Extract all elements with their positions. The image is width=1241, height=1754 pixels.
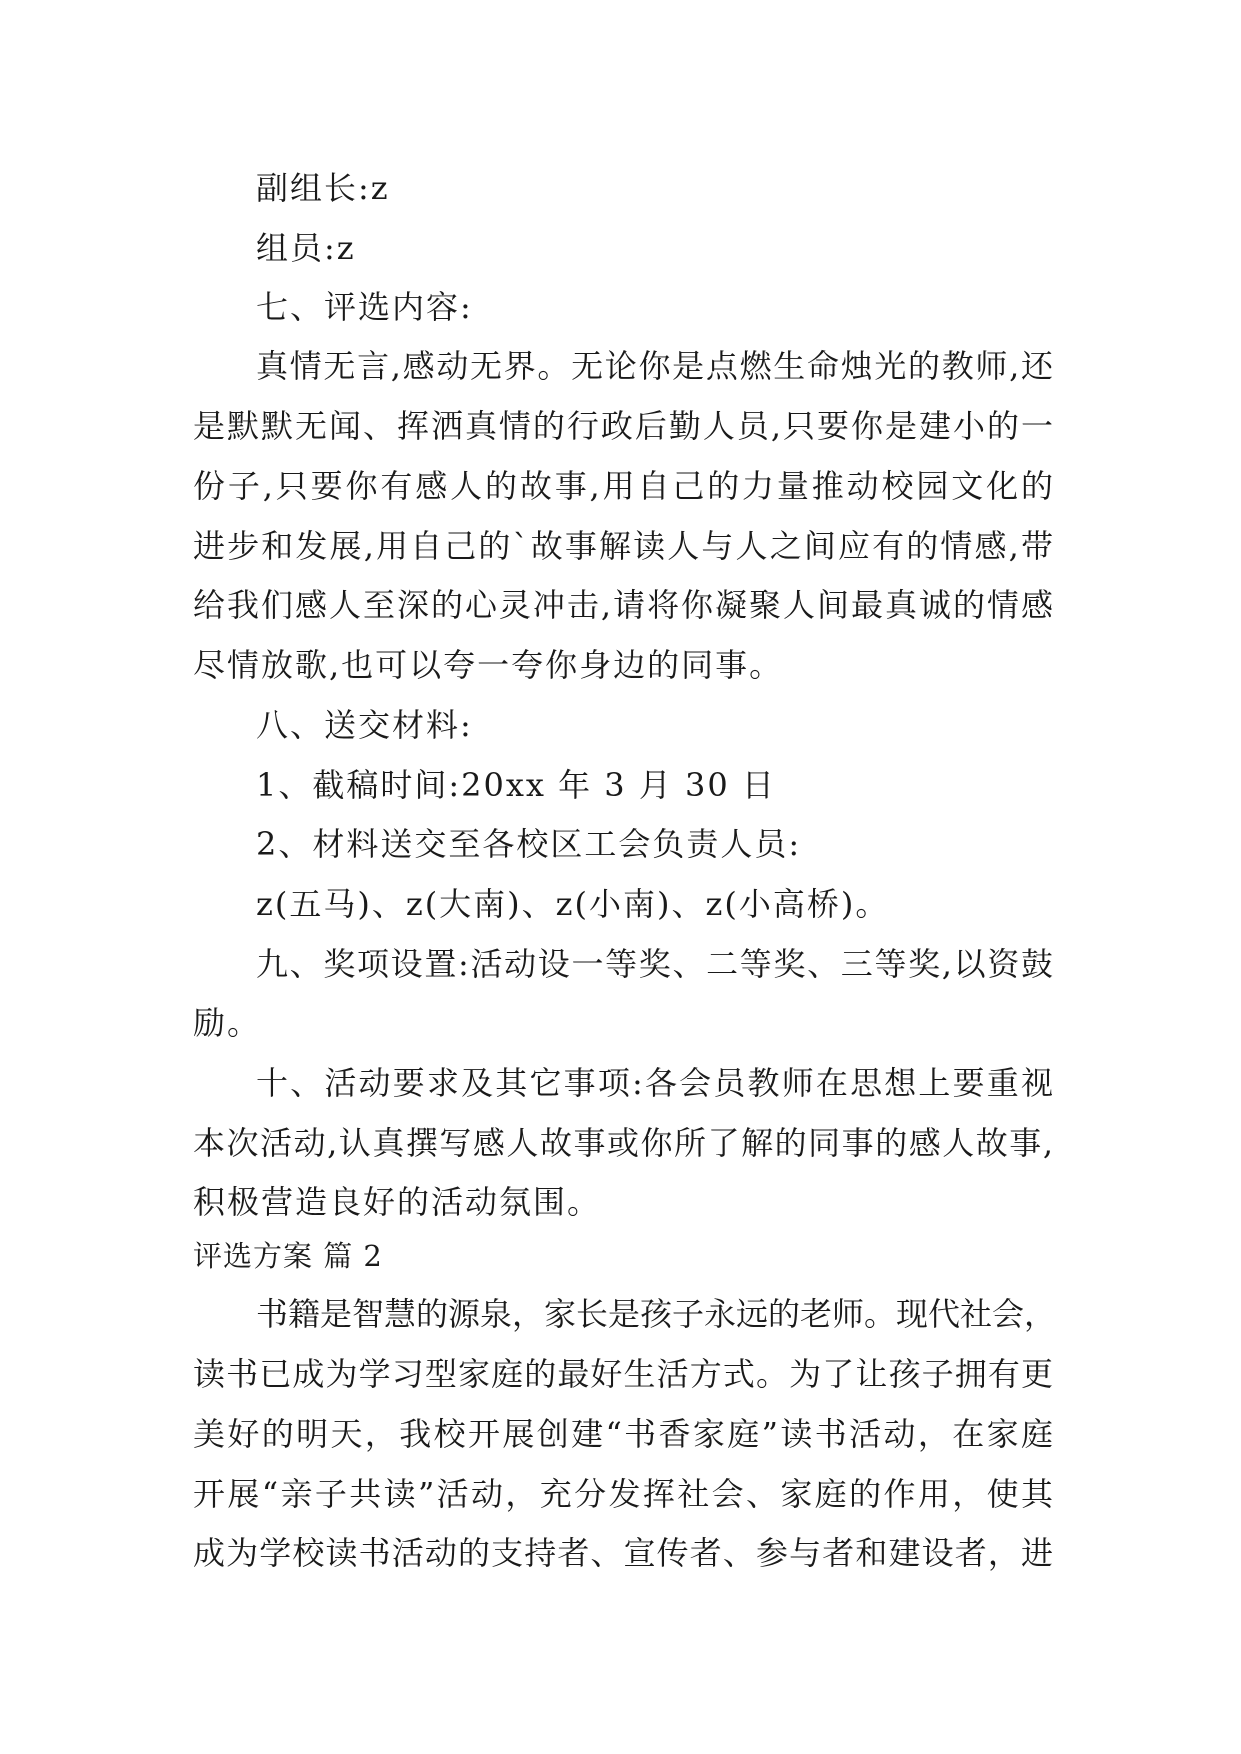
paragraph-line: 是默默无闻、挥洒真情的行政后勤人员,只要你是建小的一 (193, 407, 1053, 445)
section-heading-7: 七、评选内容: (256, 288, 473, 326)
text-line-vice-leader: 副组长:z (256, 169, 390, 207)
paragraph-line: 给我们感人至深的心灵冲击,请将你凝聚人间最真诚的情感 (193, 586, 1053, 624)
text-line-contacts: z(五马)、z(大南)、z(小南)、z(小高桥)。 (256, 885, 890, 923)
section-heading-10: 十、活动要求及其它事项:各会员教师在思想上要重视 (256, 1064, 1053, 1102)
paragraph-line: 积极营造良好的活动氛围。 (193, 1183, 602, 1221)
list-item-submission: 2、材料送交至各校区工会负责人员: (256, 825, 802, 863)
paragraph-line: 读书已成为学习型家庭的最好生活方式。为了让孩子拥有更 (193, 1355, 1053, 1393)
paragraph-line: 尽情放歌,也可以夸一夸你身边的同事。 (193, 646, 784, 684)
section-heading-8: 八、送交材料: (256, 706, 473, 744)
paragraph-line: 进步和发展,用自己的`故事解读人与人之间应有的情感,带 (193, 527, 1053, 565)
text-line-members: 组员:z (256, 229, 356, 267)
paragraph-line: 书籍是智慧的源泉，家长是孩子永远的老师。现代社会， (256, 1295, 1057, 1333)
paragraph-line: 美好的明天，我校开展创建“书香家庭”读书活动，在家庭 (193, 1415, 1053, 1453)
paragraph-line: 成为学校读书活动的支持者、宣传者、参与者和建设者，进 (193, 1534, 1053, 1572)
list-item-deadline: 1、截稿时间:20xx 年 3 月 30 日 (256, 766, 776, 804)
paragraph-line: 份子,只要你有感人的故事,用自己的力量推动校园文化的 (193, 467, 1053, 505)
article-heading: 评选方案 篇 2 (193, 1239, 383, 1273)
paragraph-line: 本次活动,认真撰写感人故事或你所了解的同事的感人故事, (193, 1124, 1053, 1162)
section-heading-9: 九、奖项设置:活动设一等奖、二等奖、三等奖,以资鼓 (256, 945, 1053, 983)
paragraph-line: 真情无言,感动无界。无论你是点燃生命烛光的教师,还 (256, 347, 1053, 385)
paragraph-line: 开展“亲子共读”活动，充分发挥社会、家庭的作用，使其 (193, 1475, 1053, 1513)
paragraph-line: 励。 (193, 1004, 262, 1042)
